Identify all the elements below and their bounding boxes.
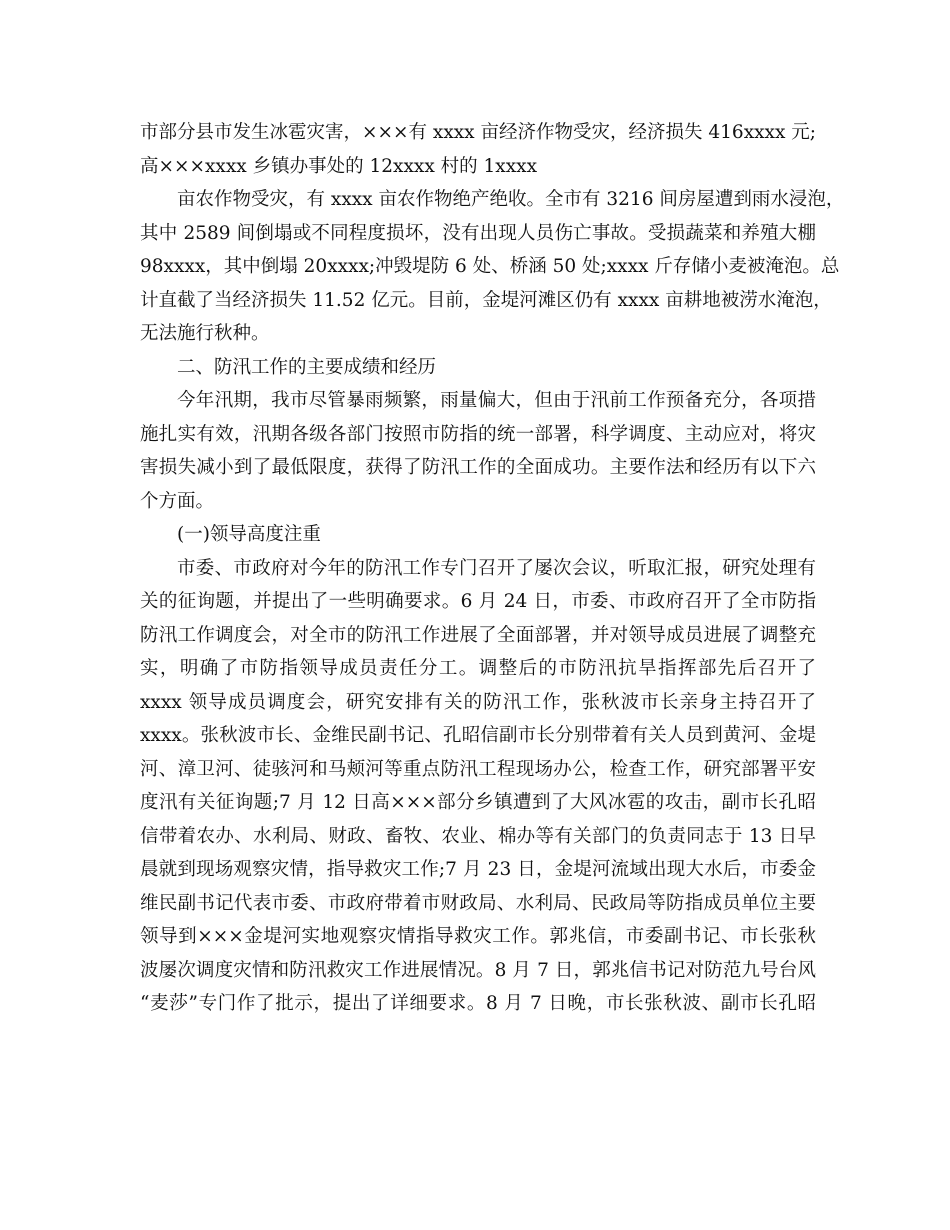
text-line: 信带着农办、水利局、财政、畜牧、农业、棉办等有关部门的负责同志于 13 日早	[140, 825, 816, 847]
body-text	[140, 116, 845, 1021]
section-heading: 二、防汛工作的主要成绩和经历	[177, 356, 437, 378]
paragraph-first-line: 今年汛期，我市尽管暴雨频繁，雨量偏大，但由于汛前工作预备充分，各项措	[177, 390, 816, 411]
text-line: 度汛有关征询题;7 月 12 日高×××部分乡镇遭到了大风冰雹的攻击，副市长孔昭	[140, 792, 816, 813]
text-line: 害损失减小到了最低限度，获得了防汛工作的全面成功。主要作法和经历有以下六	[140, 457, 816, 478]
text-line: 晨就到现场观察灾情，指导救灾工作;7 月 23 日，金堤河流域出现大水后，市委金	[140, 859, 816, 880]
paragraph-first-line: 亩农作物受灾，有 xxxx 亩农作物绝产绝收。全市有 3216 间房屋遭到雨水浸泡，	[177, 189, 845, 210]
text-line: 高×××xxxx 乡镇办事处的 12xxxx 村的 1xxxx	[140, 155, 538, 177]
text-line: xxxx。张秋波市长、金维民副书记、孔昭信副市长分别带着有关人员到黄河、金堤	[140, 725, 816, 746]
text-line: “麦莎”专门作了批示，提出了详细要求。8 月 7 日晚，市长张秋波、副市长孔昭	[140, 993, 816, 1014]
text-line: 防汛工作调度会，对全市的防汛工作进展了全面部署，并对领导成员进展了调整充	[140, 624, 816, 646]
text-line: 实，明确了市防指领导成员责任分工。调整后的市防汛抗旱指挥部先后召开了	[140, 658, 816, 679]
text-line: 其中 2589 间倒塌或不同程度损坏，没有出现人员伤亡事故。受损蔬菜和养殖大棚	[140, 222, 816, 244]
paragraph-first-line: 市委、市政府对今年的防汛工作专门召开了屡次会议，听取汇报，研究处理有	[177, 557, 816, 579]
text-line: xxxx 领导成员调度会，研究安排有关的防汛工作，张秋波市长亲身主持召开了	[140, 691, 816, 713]
text-line: 无法施行秋种。	[140, 323, 270, 344]
text-line: 市部分县市发生冰雹灾害，×××有 xxxx 亩经济作物受灾，经济损失 416xxxx 元;	[140, 122, 817, 143]
text-line: 维民副书记代表市委、市政府带着市财政局、水利局、民政局等防指成员单位主要	[140, 892, 816, 914]
text-line: 个方面。	[140, 490, 215, 512]
text-line: 关的征询题，并提出了一些明确要求。6 月 24 日，市委、市政府召开了全市防指	[140, 591, 816, 612]
subsection-heading: (一)领导高度注重	[177, 524, 321, 545]
text-line: 领导到×××金堤河实地观察灾情指导救灾工作。郭兆信，市委副书记、市长张秋	[140, 926, 816, 947]
text-line: 河、漳卫河、徒骇河和马颊河等重点防汛工程现场办公，检查工作，研究部署平安	[140, 758, 816, 780]
text-line: 计直截了当经济损失 11.52 亿元。目前，金堤河滩区仍有 xxxx 亩耕地被涝水淹泡，	[140, 289, 832, 311]
text-line: 施扎实有效，汛期各级各部门按照市防指的统一部署，科学调度、主动应对，将灾	[140, 423, 816, 445]
text-line: 98xxxx，其中倒塌 20xxxx;冲毁堤防 6 处、桥涵 50 处;xxxx 斤存储小麦被淹泡。总	[140, 256, 840, 277]
text-line: 波屡次调度灾情和防汛救灾工作进展情况。8 月 7 日，郭兆信书记对防范九号台风	[140, 959, 816, 981]
